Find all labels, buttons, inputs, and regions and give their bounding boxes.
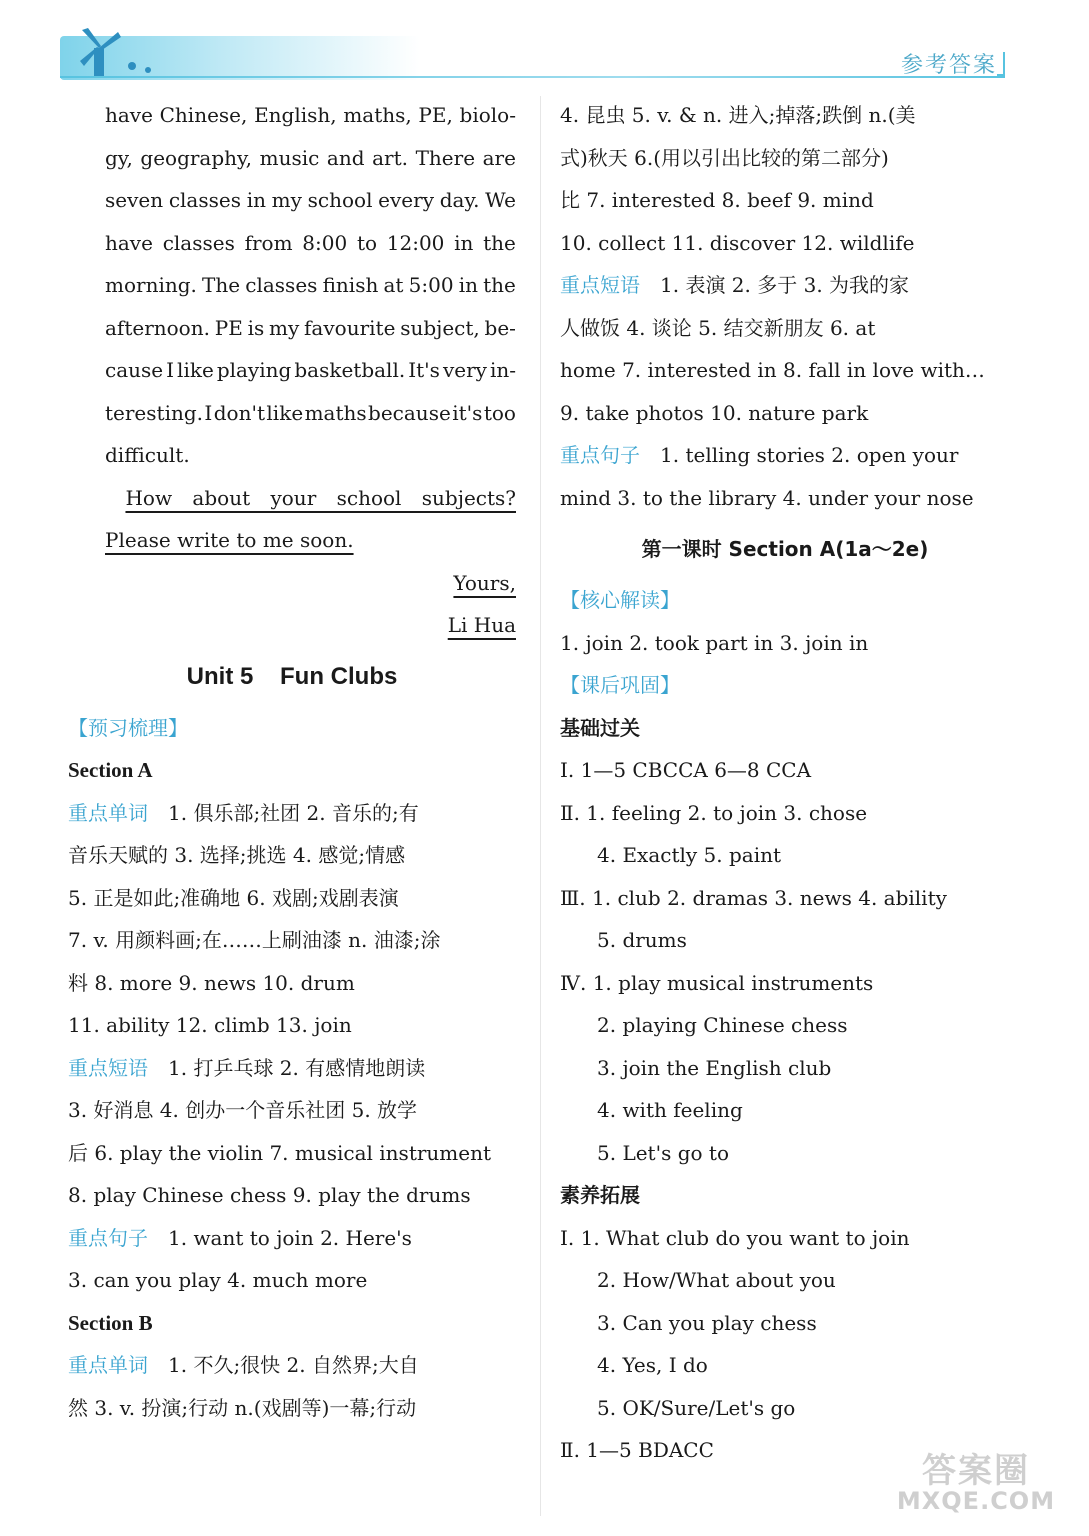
answer-line: Ⅰ. 1. What club do you want to join bbox=[560, 1225, 910, 1250]
answer-text: home 7. interested in 8. fall in love with… bbox=[560, 358, 985, 382]
answer-line: Ⅲ. 1. club 2. dramas 3. news 4. ability bbox=[560, 885, 947, 910]
answer-line bbox=[560, 94, 1010, 137]
header-bracket bbox=[997, 52, 1005, 76]
answer-line bbox=[68, 1387, 516, 1430]
answer-text: 11. ability 12. climb 13. join bbox=[68, 1013, 352, 1037]
section-heading: Section A bbox=[68, 758, 153, 782]
core-tag: 【核心解读】 bbox=[560, 588, 680, 612]
answer-line bbox=[68, 1174, 516, 1217]
watermark-url: MXQE.COM bbox=[896, 1487, 1056, 1515]
subsection-heading: 基础过关 bbox=[560, 715, 640, 740]
answer-line: 4. Yes, I do bbox=[597, 1353, 708, 1377]
column-divider bbox=[540, 96, 541, 1516]
answer-line bbox=[560, 434, 1010, 477]
answer-line bbox=[560, 392, 1010, 435]
letter-line: cause I like playing basketball. It's very in- bbox=[105, 358, 516, 382]
answer-text: 料 8. more 9. news 10. drum bbox=[68, 970, 355, 995]
answer-line: 2. playing Chinese chess bbox=[597, 1013, 848, 1037]
answer-tag: 重点句子 bbox=[68, 1225, 148, 1250]
answer-tag: 重点短语 bbox=[560, 273, 640, 297]
preview-tag-row bbox=[68, 707, 516, 750]
letter-line: afternoon. PE is my favourite subject, be- bbox=[105, 315, 516, 340]
answer-line: Ⅰ. 1—5 CBCCA 6—8 CCA bbox=[560, 758, 812, 782]
answer-line: 1. join 2. took part in 3. join in bbox=[560, 630, 869, 655]
letter-line: seven classes in my school every day. We bbox=[105, 188, 516, 212]
answer-line: 2. How/What about you bbox=[597, 1268, 836, 1292]
answer-tag: 重点单词 bbox=[68, 800, 148, 825]
answer-text: 1. want to join 2. Here's bbox=[168, 1225, 412, 1250]
answer-line bbox=[68, 1259, 516, 1302]
letter-line: gy, geography, music and art. There are bbox=[105, 145, 516, 170]
answer-text: 3. can you play 4. much more bbox=[68, 1268, 368, 1292]
answer-line bbox=[560, 349, 1010, 392]
right-column bbox=[560, 94, 1010, 1472]
answer-text: 1. 俱乐部;社团 2. 音乐的;有 bbox=[168, 800, 419, 825]
answer-line bbox=[68, 1217, 516, 1260]
answer-line bbox=[68, 1132, 516, 1175]
answer-line bbox=[68, 1047, 516, 1090]
answer-text: 10. collect 11. discover 12. wildlife bbox=[560, 230, 915, 255]
answer-text: 3. 好消息 4. 创办一个音乐社团 5. 放学 bbox=[68, 1098, 418, 1122]
header-rule bbox=[60, 76, 1005, 78]
watermark-text: 答案圈 bbox=[922, 1451, 1030, 1491]
answer-line: 4. with feeling bbox=[597, 1098, 743, 1122]
answer-line bbox=[68, 919, 516, 962]
answer-line: Ⅳ. 1. play musical instruments bbox=[560, 970, 874, 995]
answer-text: 8. play Chinese chess 9. play the drums bbox=[68, 1183, 471, 1207]
answer-text: 1. 不久;很快 2. 自然界;大自 bbox=[168, 1353, 419, 1377]
answer-line bbox=[560, 222, 1010, 265]
answer-line: Ⅱ. 1. feeling 2. to join 3. chose bbox=[560, 800, 868, 825]
answer-text: 7. v. 用颜料画;在……上刷油漆 n. 油漆;涂 bbox=[68, 928, 441, 952]
answer-line: 5. OK/Sure/Let's go bbox=[597, 1395, 796, 1420]
answer-text: 比 7. interested 8. beef 9. mind bbox=[560, 188, 874, 212]
answer-line bbox=[560, 179, 1010, 222]
answer-line: 4. Exactly 5. paint bbox=[597, 843, 782, 867]
letter-line: teresting. I don't like maths because it's too bbox=[105, 400, 516, 425]
answer-line bbox=[68, 1344, 516, 1387]
answer-line bbox=[68, 834, 516, 877]
answer-line bbox=[68, 792, 516, 835]
answer-line: 5. Let's go to bbox=[597, 1140, 729, 1165]
unit-title: Unit 5 Fun Clubs bbox=[186, 662, 398, 690]
answer-line bbox=[68, 1004, 516, 1047]
answer-text: 音乐天赋的 3. 选择;挑选 4. 感觉;情感 bbox=[68, 843, 406, 867]
after-tag: 【课后巩固】 bbox=[560, 673, 680, 697]
answer-text: 式)秋天 6.(用以引出比较的第二部分) bbox=[560, 145, 889, 170]
answer-line bbox=[68, 877, 516, 920]
letter-line: have Chinese, English, maths, PE, biolo- bbox=[105, 103, 516, 127]
answer-text: 5. 正是如此;准确地 6. 戏剧;戏剧表演 bbox=[68, 885, 399, 910]
after-tag-row bbox=[560, 664, 1010, 707]
letter-closing-line: How about your school subjects? bbox=[125, 485, 516, 510]
answer-tag: 重点句子 bbox=[560, 443, 640, 467]
answer-text: 然 3. v. 扮演;行动 n.(戏剧等)一幕;行动 bbox=[68, 1395, 417, 1420]
letter-signature: Li Hua bbox=[447, 613, 516, 637]
answer-tag: 重点短语 bbox=[68, 1055, 148, 1080]
answer-line: 5. drums bbox=[597, 928, 687, 952]
answer-text: mind 3. to the library 4. under your nose bbox=[560, 485, 974, 510]
letter-line: difficult. bbox=[105, 443, 190, 467]
answer-tag: 重点单词 bbox=[68, 1353, 148, 1377]
letter-closing-line: Please write to me soon. bbox=[105, 528, 354, 552]
section-heading: Section B bbox=[68, 1310, 153, 1335]
answer-line: 3. join the English club bbox=[597, 1055, 832, 1080]
left-column bbox=[68, 94, 516, 1429]
answer-text: 后 6. play the violin 7. musical instrument bbox=[68, 1140, 492, 1165]
answer-text: 1. 表演 2. 多于 3. 为我的家 bbox=[660, 273, 910, 297]
answer-text: 1. 打乒乓球 2. 有感情地朗读 bbox=[168, 1055, 426, 1080]
answer-line bbox=[560, 307, 1010, 350]
answer-line bbox=[68, 1089, 516, 1132]
answer-text: 9. take photos 10. nature park bbox=[560, 400, 869, 425]
letter-line: morning. The classes finish at 5:00 in the bbox=[105, 273, 516, 297]
header-label: 参考答案 bbox=[900, 53, 997, 78]
answer-line bbox=[68, 962, 516, 1005]
answer-line bbox=[560, 477, 1010, 520]
watermark-logo bbox=[881, 1451, 1071, 1526]
letter-sign-off: Yours, bbox=[453, 570, 516, 595]
answer-line: Ⅱ. 1—5 BDACC bbox=[560, 1438, 714, 1462]
core-tag-row bbox=[560, 579, 1010, 622]
answer-line: 3. Can you play chess bbox=[597, 1310, 817, 1335]
letter-line: have classes from 8:00 to 12:00 in the bbox=[105, 230, 516, 255]
preview-tag: 【预习梳理】 bbox=[68, 715, 188, 740]
answer-text: 4. 昆虫 5. v. & n. 进入;掉落;跌倒 n.(美 bbox=[560, 103, 916, 127]
answer-line bbox=[560, 264, 1010, 307]
answer-text: 人做饭 4. 谈论 5. 结交新朋友 6. at bbox=[560, 315, 876, 340]
answer-text: 1. telling stories 2. open your bbox=[660, 443, 959, 467]
lesson-title: 第一课时 Section A(1a～2e) bbox=[641, 537, 929, 561]
windmill-icon bbox=[74, 26, 164, 80]
subsection-heading: 素养拓展 bbox=[560, 1183, 640, 1207]
answer-line bbox=[560, 137, 1010, 180]
